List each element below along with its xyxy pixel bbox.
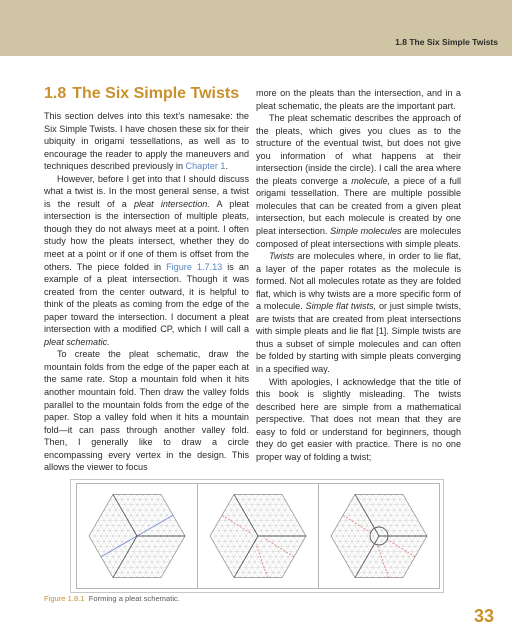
pleat-schematic-panel-3: [318, 483, 440, 589]
text-run: is an example of a pleat intersection. Though it was created from the center outward, it is helpful to think of the pleats as coming from the edge of the paper toward the intersection. I document a pleat intersection with a modified CP, which I will call a: [44, 261, 249, 335]
hex-grid-diagram: [198, 484, 318, 588]
section-title: [44, 84, 249, 104]
text-run: A pleat intersection is the intersection of multiple pleats, though they do not always meet at a point. I often study how the pleats intersect, whether they do meet at a point or if one of them is offset from the others. The piece folded in: [44, 198, 249, 272]
paragraph: [44, 173, 249, 349]
section-number: 1.8: [44, 85, 67, 102]
pleat-schematic-panel-2: [197, 483, 319, 589]
figure-link[interactable]: Figure 1.7.13: [166, 261, 223, 272]
text-run: a piece of a full origami tessellation. There are multiple possible molecules that can be created from a given pleat intersection, but each molecule is created by one pleat intersection.: [256, 175, 461, 237]
figure-caption: [44, 594, 180, 603]
text-run: To create the pleat schematic, draw the mountain folds from the edge of the paper each at the same rate. Stop a mountain fold when it hits another mountain fold. Then draw the valley folds parallel to the mountain folds from the edge of the paper. Stop a valley fold when it hits a mountain fold—it can pass through another valley fold. Then, I generally like to draw a circle encompassing every vertex in the design. This allows the viewer to focus: [44, 349, 249, 473]
caption-text: Forming a pleat schematic.: [88, 594, 180, 603]
figure-1-8-1: [70, 479, 444, 593]
text-run: or just simple twists, are twists that are created from pleat intersections with simple pleats and lie flat [1]. Simple twists are thus a subset of simple molecules and can often be folded by starting with simple pleats converging in a specified way.: [256, 301, 461, 375]
paragraph: [44, 110, 249, 173]
figure-label: Figure 1.8.1: [44, 594, 85, 603]
paragraph: [256, 87, 461, 112]
text-run: more on the pleats than the intersection, and in a pleat schematic, the pleats are the important part.: [256, 88, 461, 111]
emphasis: Simple flat twists,: [305, 301, 377, 312]
emphasis: pleat intersection.: [133, 198, 210, 209]
paragraph: [44, 348, 249, 473]
text-run: are molecules where, in order to lie flat, a layer of the paper rotates as the molecule is formed. Not all molecules rotate as they are folded flat, which is why twists are a more specific form of a molecule.: [256, 251, 461, 312]
left-column: [44, 84, 249, 474]
text-run: The pleat schematic describes the approach of the pleats, which gives you clues as to the structure of the eventual twist, but does not give you information of what happens at their intersection (inside the circle). I call the area where the pleats converge a: [256, 113, 461, 186]
section-title-text: The Six Simple Twists: [72, 85, 240, 102]
header-band: [0, 0, 512, 56]
text-run: However, before I get into that I should discuss what a twist is. In the most general sense, a twist is the result of a: [44, 173, 249, 209]
text-run: This section delves into this text’s namesake: the Six Simple Twists. I have chosen these six for their ubiquity in origami tessellations, as well as to encourage the reader to apply the maneuvers and techniques described previously in: [44, 111, 249, 172]
hex-grid-diagram: [319, 484, 439, 588]
hex-grid-diagram: [77, 484, 197, 588]
chapter-link[interactable]: Chapter 1: [185, 161, 226, 172]
running-head: 1.8 The Six Simple Twists: [395, 37, 498, 47]
emphasis: pleat schematic.: [44, 336, 110, 347]
pleat-schematic-panel-1: [76, 483, 198, 589]
text-run: With apologies, I acknowledge that the title of this book is slightly misleading. The twists described here are simple from a mathematical perspective. That does not mean that they are easy to fold or understand for beginners, though they do get easier with practice. There is no one proper way of folding a twist;: [256, 376, 461, 462]
paragraph: [256, 250, 461, 375]
text-run: are molecules composed of pleat intersections with simple pleats.: [256, 226, 461, 249]
emphasis: molecule,: [351, 175, 391, 186]
page-number: 33: [473, 606, 494, 626]
emphasis: Simple molecules: [330, 226, 402, 237]
text-run: .: [225, 161, 229, 172]
emphasis: Twists: [269, 251, 295, 262]
paragraph: [256, 376, 461, 464]
right-column: [256, 87, 461, 463]
paragraph: [256, 112, 461, 250]
